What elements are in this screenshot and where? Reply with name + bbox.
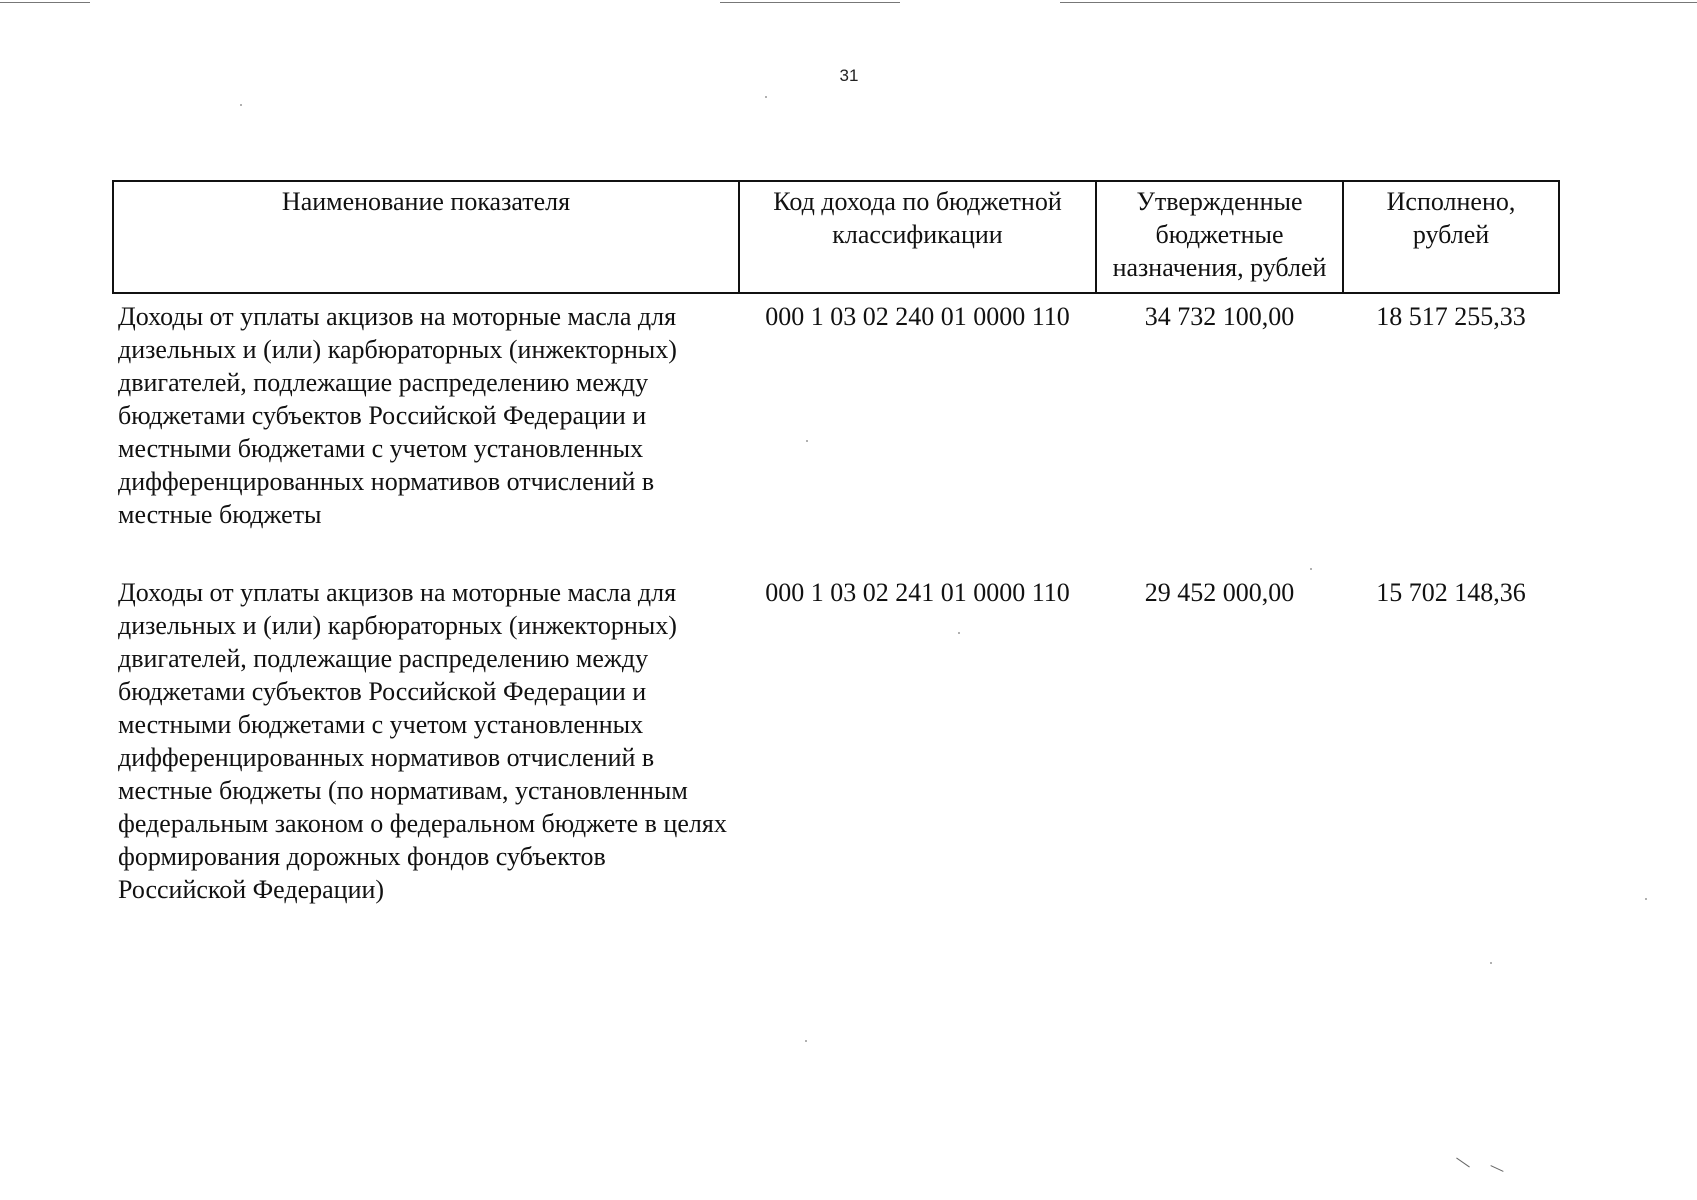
- row-code: 000 1 03 02 241 01 0000 110: [765, 578, 1070, 607]
- row-code: 000 1 03 02 240 01 0000 110: [765, 302, 1070, 331]
- scan-scribble: [1456, 1158, 1470, 1168]
- header-name: Наименование показателя: [113, 181, 739, 293]
- scan-speck: [765, 96, 767, 98]
- scan-artifact-line: [0, 2, 90, 3]
- table-header: [113, 181, 1559, 293]
- header-code: Код дохода по бюджетной классификации: [739, 181, 1096, 293]
- table-row: [113, 293, 1559, 576]
- scan-artifact-line: [720, 2, 900, 3]
- header-executed: Исполнено, рублей: [1343, 181, 1559, 293]
- page-number: 31: [839, 66, 859, 85]
- scan-speck: [240, 104, 242, 106]
- row-executed: 15 702 148,36: [1376, 578, 1526, 607]
- scan-speck: [1645, 898, 1647, 900]
- budget-table: [112, 180, 1560, 906]
- header-row: [113, 181, 1559, 293]
- row-approved: 34 732 100,00: [1144, 302, 1295, 331]
- row-approved: 29 452 000,00: [1144, 578, 1295, 607]
- scan-artifact-line: [1060, 2, 1697, 3]
- row-executed: 18 517 255,33: [1376, 302, 1526, 331]
- row-name: Доходы от уплаты акцизов на моторные масла для дизельных и (или) карбюраторных (инжекторных) двигателей, подлежащие распределению между бюджетами субъектов Российской Федерации и местными бюджетами с учетом установленных дифференцированных нормативов отчислений в местные бюджеты (по нормативам, установленным федеральным законом о федеральном бюджете в целях формирования дорожных фондов субъектов Российской Федерации): [118, 578, 727, 904]
- scan-speck: [805, 1040, 807, 1042]
- header-approved: Утвержденные бюджетные назначения, рублей: [1096, 181, 1343, 293]
- row-name: Доходы от уплаты акцизов на моторные масла для дизельных и (или) карбюраторных (инжекторных) двигателей, подлежащие распределению между бюджетами субъектов Российской Федерации и местными бюджетами с учетом установленных дифференцированных нормативов отчислений в местные бюджеты: [118, 302, 677, 529]
- table-row: [113, 576, 1559, 906]
- table-body: [113, 293, 1559, 906]
- scan-speck: [1490, 962, 1492, 964]
- scan-scribble: [1490, 1165, 1503, 1172]
